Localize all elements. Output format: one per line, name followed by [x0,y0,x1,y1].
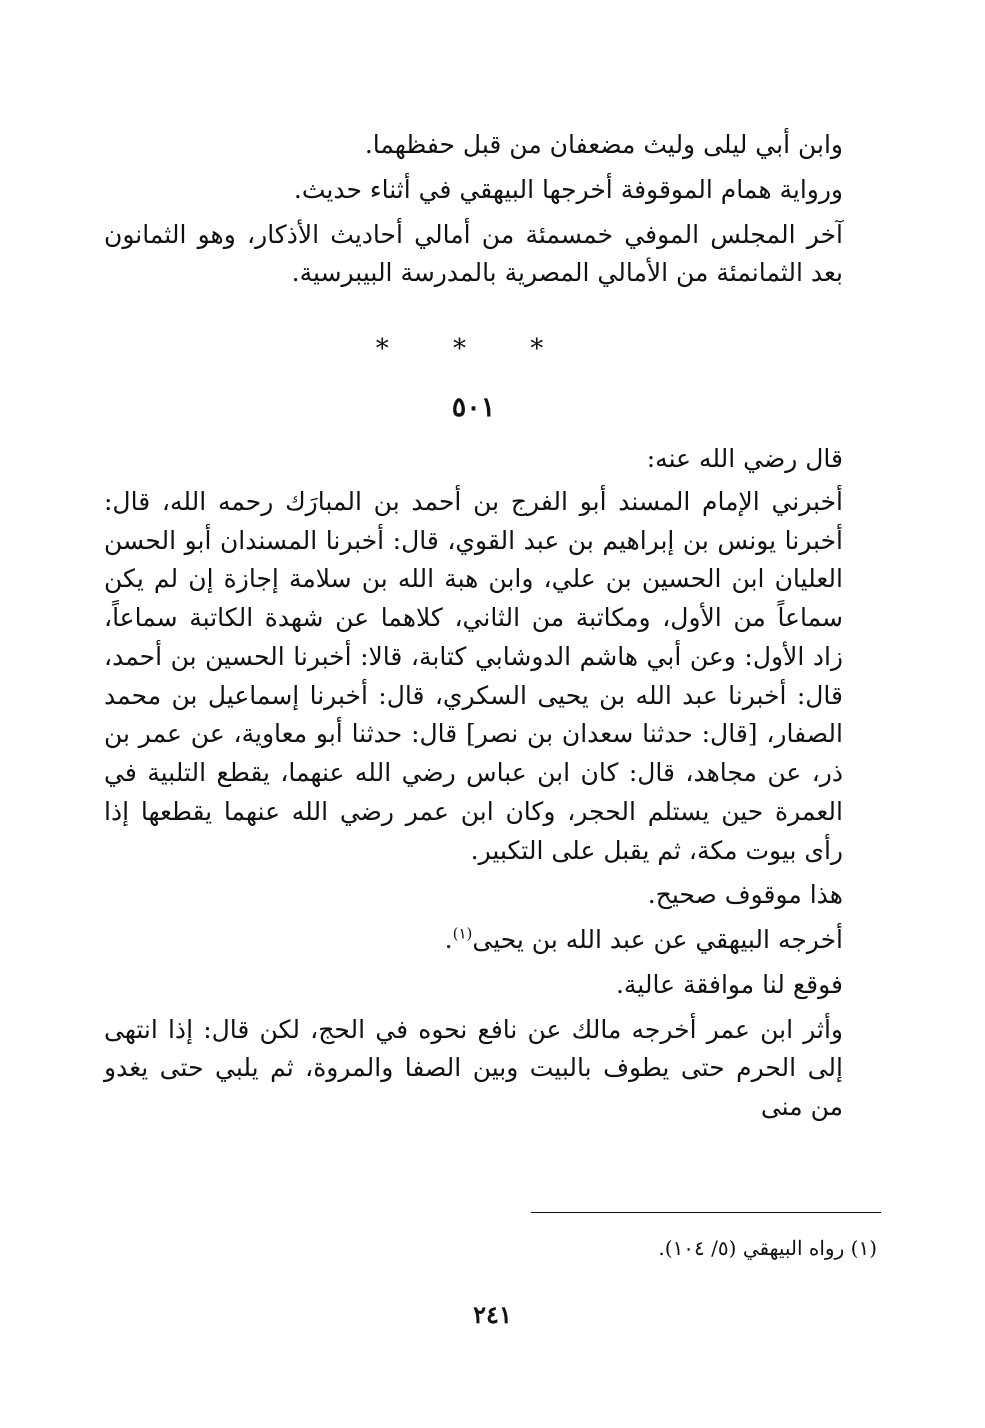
section-number: ٥٠١ [451,392,496,423]
opening-line: قال رضي الله عنه: [646,444,843,473]
page-number: ٢٤١ [473,1300,512,1329]
agreement-line: فوقع لنا موافقة عالية. [615,969,843,999]
footnote-reference[interactable]: (١) [452,924,473,943]
takhrij-line [104,921,843,960]
main-text-block [104,440,843,1127]
final-paragraph: وأثر ابن عمر أخرجه مالك عن نافع نحوه في الحج، لكن قال: إذا انتهى إلى الحرم حتى يطوف بالبيت وبين الصفا والمروة، ثم يلبي حتى يغدو من منى [104,1014,843,1121]
verdict-line: هذا موقوف صحيح. [647,880,843,910]
footnote-divider [531,1212,881,1213]
takhrij-text: أخرجه البيهقي عن عبد الله بن يحيى [472,925,843,954]
isnad-paragraph: أخبرني الإمام المسند أبو الفرج بن أحمد بن المبارَك رحمه الله، قال: أخبرنا يونس بن إبراهيم بن عبد القوي، قال: أخبرنا المسندان أبو الحسن العليان ابن الحسين بن علي، وابن هبة الله بن سلامة إجازة إن لم يكن سماعاً من الأول، ومكاتبة من الثاني، كلاهما عن شهدة الكاتبة سماعاً، زاد الأول: وعن أبي هاشم الدوشابي كتابة، قالا: أخبرنا الحسين بن أحمد، قال: أخبرنا عبد الله بن يحيى السكري، قال: أخبرنا إسماعيل بن محمد الصفار، [قال: حدثنا سعدان بن نصر] قال: حدثنا أبو معاوية، عن عمر بن ذر، عن مجاهد، قال: كان ابن عباس رضي الله عنهما، يقطع التلبية في العمرة حين يستلم الحجر، وكان ابن عمر رضي الله عنهما يقطعها إذا رأى بيوت مكة، ثم يقبل على التكبير. [104,486,843,865]
section-separator: * * * [375,334,572,364]
footnote [104,1236,877,1260]
paragraph-hammam-narration: ورواية همام الموقوفة أخرجها البيهقي في أثناء حديث. [293,174,843,204]
footnote-text: رواه البيهقي (٥/ ١٠٤). [658,1236,845,1260]
top-text-block [104,126,843,293]
paragraph-weak-narrators: وابن أبي ليلى وليث مضعفان من قبل حفظهما. [364,130,843,159]
paragraph-session-end: آخر المجلس الموفي خمسمئة من أمالي أحاديث الأذكار، وهو الثمانون بعد الثمانمئة من الأمالي المصرية بالمدرسة البيبرسية. [104,219,843,288]
footnote-marker: (١) [850,1236,877,1260]
takhrij-end: . [444,925,453,954]
